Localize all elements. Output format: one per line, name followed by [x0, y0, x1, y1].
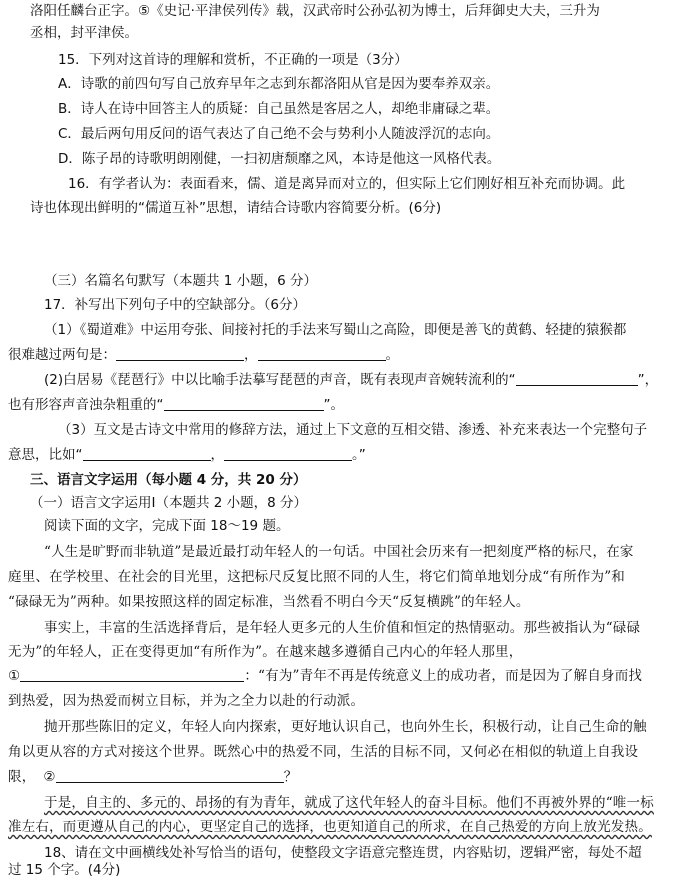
- closing-quote: 。”: [352, 447, 366, 463]
- reading-instruction: 阅读下面的文字，完成下面 18～19 题。: [44, 518, 290, 534]
- annotation-line-2: 丞相，封平津侯。: [30, 25, 138, 41]
- passage-p2-line-4: 到热爱，因为热爱而树立目标，并为之全力以赴的行动派。: [8, 693, 365, 709]
- part-3-heading: 三、语言文字运用（每小题 4 分，共 20 分）: [30, 472, 307, 488]
- passage-p4-line-2: 准左右，而更遵从自己的内心，更坚定自己的选择，也更知道自己的所求，在自己热爱的方向上放光发热。: [8, 819, 652, 835]
- question-18-line-1: 18、请在文中画横线处补写恰当的语句，使整段文字语意完整连贯，内容贴切，逻辑严密，每处不超: [44, 845, 642, 861]
- question-17-2-line-1: [44, 369, 682, 391]
- passage-p2-line-3: [8, 665, 682, 687]
- question-17-1-line-2: [8, 344, 682, 366]
- passage-p2-line-1: 事实上，丰富的生活选择背后，是年轻人更多元的人生价值和恒定的热情驱动。那些被指认为“碌碌: [44, 620, 641, 636]
- closing-quote: ”，: [637, 372, 659, 388]
- passage-p3-line-3: [8, 766, 682, 788]
- question-17-3-line-2: [8, 444, 682, 466]
- question-15-option-c: C．最后两句用反问的语气表达了自己绝不会与势利小人随波浮沉的志向。: [58, 126, 500, 142]
- passage-p3-line-2: 角以更从容的方式对接这个世界。既然心中的热爱不同，生活的目标不同，又何必在相似的轨道上自我设: [8, 744, 639, 760]
- question-16-line-1: 16．有学者认为：表面看来，儒、道是离异而对立的，但实际上它们刚好相互补充而协调。此: [68, 176, 626, 192]
- answer-blank[interactable]: [224, 446, 352, 461]
- passage-p3-line-1: 抛开那些陈旧的定义，年轻人向内探索，更好地认识自己，也向外生长，积极行动，让自己生命的触: [44, 719, 647, 735]
- passage-p1-line-3: “碌碌无为”两种。如果按照这样的固定标准，当然看不明白今天“反复横跳”的年轻人。: [8, 594, 530, 610]
- question-17-2-prefix: (2)白居易《琵琶行》中以比喻手法摹写琵琶的声音，既有表现声音婉转流利的“: [44, 372, 516, 388]
- part-3-subheading: （一）语言文字运用Ⅰ（本题共 2 小题，8 分）: [30, 495, 308, 511]
- question-18-line-2: 过 15 个字。(4分): [8, 862, 121, 878]
- answer-blank-1[interactable]: [20, 667, 244, 682]
- answer-blank[interactable]: [258, 346, 386, 361]
- closing-quote: ”。: [323, 397, 344, 413]
- answer-blank[interactable]: [116, 346, 244, 361]
- question-17-stem: 17．补写出下列句子中的空缺部分。（6分）: [44, 297, 307, 313]
- passage-p1-line-2: 庭里、在学校里、在社会的目光里，这把标尺反复比照不同的人生，将它们简单地划分成“有所作为”和: [8, 569, 626, 585]
- passage-p2-line-3-text: ：“有为”青年不再是传统意义上的成功者，而是因为了解自身而找: [244, 668, 643, 684]
- passage-p2-line-2: 无为”的年轻人，正在变得更加“有所作为”。在越来越多遵循自己内心的年轻人那里，: [8, 644, 523, 660]
- question-17-3-prefix: 意思，比如“: [8, 447, 83, 463]
- question-17-3-line-1: （3）互文是古诗文中常用的修辞方法，通过上下文意的互相交错、渗透、补充来表达一个完整句子: [58, 422, 648, 438]
- question-mark: ？: [283, 769, 298, 785]
- question-17-1-prefix: 很难越过两句是：: [8, 347, 116, 363]
- section-3-heading: （三）名篇名句默写（本题共 1 小题，6 分）: [44, 273, 318, 289]
- question-15-stem: 15．下列对这首诗的理解和赏析，不正确的一项是（3分）: [58, 52, 408, 68]
- question-17-2-prefix-2: 也有形容声音浊杂粗重的“: [8, 397, 164, 413]
- question-15-option-d: D．陈子昂的诗歌明朗刚健，一扫初唐颓靡之风，本诗是他这一风格代表。: [58, 151, 501, 167]
- question-17-2-line-2: [8, 394, 682, 416]
- blank-number-1: ①: [8, 668, 21, 684]
- comma: ，: [244, 347, 258, 363]
- annotation-line-1: 洛阳任麟台正字。⑤《史记·平津侯列传》载，汉武帝时公孙弘初为博士，后拜御史大夫，三升为: [30, 3, 600, 19]
- comma: ，: [210, 447, 224, 463]
- blank-number-2: ②: [43, 769, 56, 785]
- answer-blank[interactable]: [164, 396, 324, 411]
- answer-blank[interactable]: [83, 446, 211, 461]
- question-16-line-2: 诗也体现出鲜明的“儒道互补”思想，请结合诗歌内容简要分析。(6分): [30, 200, 442, 216]
- answer-blank-2[interactable]: [56, 768, 284, 783]
- answer-blank[interactable]: [516, 371, 638, 386]
- passage-p3-prefix: 限，: [8, 769, 36, 785]
- passage-p4-line-1: 于是，自主的、多元的、昂扬的有为青年，就成了这代年轻人的奋斗目标。他们不再被外界的“唯一标: [44, 795, 654, 811]
- question-15-option-a: A．诗歌的前四句写自己放弃早年之志到东都洛阳从官是因为要奉养双亲。: [58, 76, 500, 92]
- question-15-option-b: B．诗人在诗中回答主人的质疑：自己虽然是客居之人，却绝非庸碌之辈。: [58, 101, 500, 117]
- question-17-1-line-1: （1）《蜀道难》中运用夸张、间接衬托的手法来写蜀山之高险，即便是善飞的黄鹤、轻捷的猿猴都: [44, 322, 627, 338]
- passage-p1-line-1: “人生是旷野而非轨道”是最近最打动年轻人的一句话。中国社会历来有一把刻度严格的标尺，在家: [44, 544, 634, 560]
- period: 。: [385, 347, 399, 363]
